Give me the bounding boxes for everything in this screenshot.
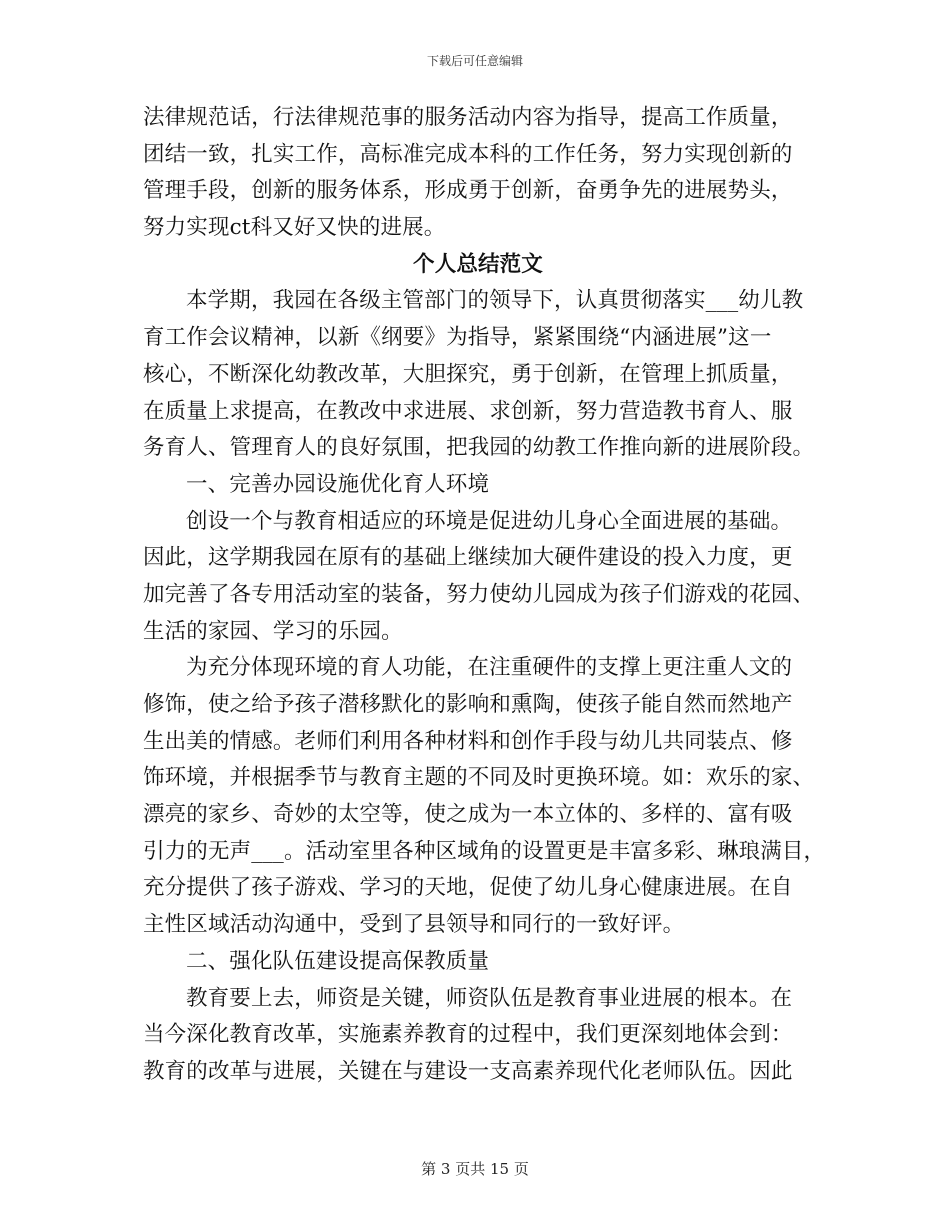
text-line: 当今深化教育改革，实施素养教育的过程中，我们更深刻地体会到： — [143, 1022, 793, 1048]
text-line: 法律规范话，行法律规范事的服务活动内容为指导，提高工作质量， — [143, 105, 793, 130]
text-line: 团结一致，扎实工作，高标准完成本科的工作任务，努力实现创新的 — [143, 141, 793, 167]
text-line: 创设一个与教育相适应的环境是促进幼儿身心全面进展的基础。 — [186, 508, 793, 534]
text-line: 核心，不断深化幼教改革，大胆探究，勇于创新，在管理上抓质量， — [143, 361, 793, 387]
text-line: 教育的改革与进展，关键在与建设一支高素养现代化老师队伍。因此 — [143, 1058, 793, 1084]
text-line: 加完善了各专用活动室的装备，努力使幼儿园成为孩子们游戏的花园、 — [143, 581, 815, 607]
text-line: 因此，这学期我园在原有的基础上继续加大硬件建设的投入力度，更 — [143, 545, 793, 571]
text-line: 管理手段，创新的服务体系，形成勇于创新，奋勇争先的进展势头， — [143, 178, 793, 204]
page-footer: 第 3 页共 15 页 — [421, 1160, 529, 1178]
text-line: 一、完善办园设施优化育人环境 — [186, 471, 490, 497]
text-line: 务育人、管理育人的良好氛围，把我园的幼教工作推向新的进展阶段。 — [143, 435, 815, 461]
page-header: 下载后可任意编辑 — [426, 54, 523, 68]
text-line: 充分提供了孩子游戏、学习的天地，促使了幼儿身心健康进展。在自 — [143, 875, 793, 901]
text-line: 在质量上求提高，在教改中求进展、求创新，努力营造教书育人、服 — [143, 398, 793, 424]
text-line: 生活的家园、学习的乐园。 — [143, 618, 403, 644]
text-line: 漂亮的家乡、奇妙的太空等，使之成为一本立体的、多样的、富有吸 — [143, 802, 793, 828]
document-body — [143, 100, 826, 1091]
section-title: 个人总结范文 — [413, 251, 543, 277]
text-line: 为充分体现环境的育人功能，在注重硬件的支撑上更注重人文的 — [186, 655, 793, 681]
text-line: 引力的无声___。活动室里各种区域角的设置更是丰富多彩、琳琅满目， — [143, 838, 826, 864]
text-line: 本学期，我园在各级主管部门的领导下，认真贯彻落实___幼儿教 — [186, 288, 804, 314]
text-line: 生出美的情感。老师们利用各种材料和创作手段与幼儿共同装点、修 — [143, 728, 793, 754]
text-line: 育工作会议精神，以新《纲要》为指导，紧紧围绕“内涵进展”这一 — [143, 325, 772, 351]
text-line: 二、强化队伍建设提高保教质量 — [186, 948, 490, 974]
text-line: 教育要上去，师资是关键，师资队伍是教育事业进展的根本。在 — [186, 985, 793, 1011]
text-line: 主性区域活动沟通中，受到了县领导和同行的一致好评。 — [143, 912, 685, 938]
text-line: 饰环境，并根据季节与教育主题的不同及时更换环境。如：欢乐的家、 — [143, 765, 815, 791]
text-line: 努力实现ct科又好又快的进展。 — [143, 215, 446, 241]
text-line: 修饰，使之给予孩子潜移默化的影响和熏陶，使孩子能自然而然地产 — [143, 692, 793, 717]
